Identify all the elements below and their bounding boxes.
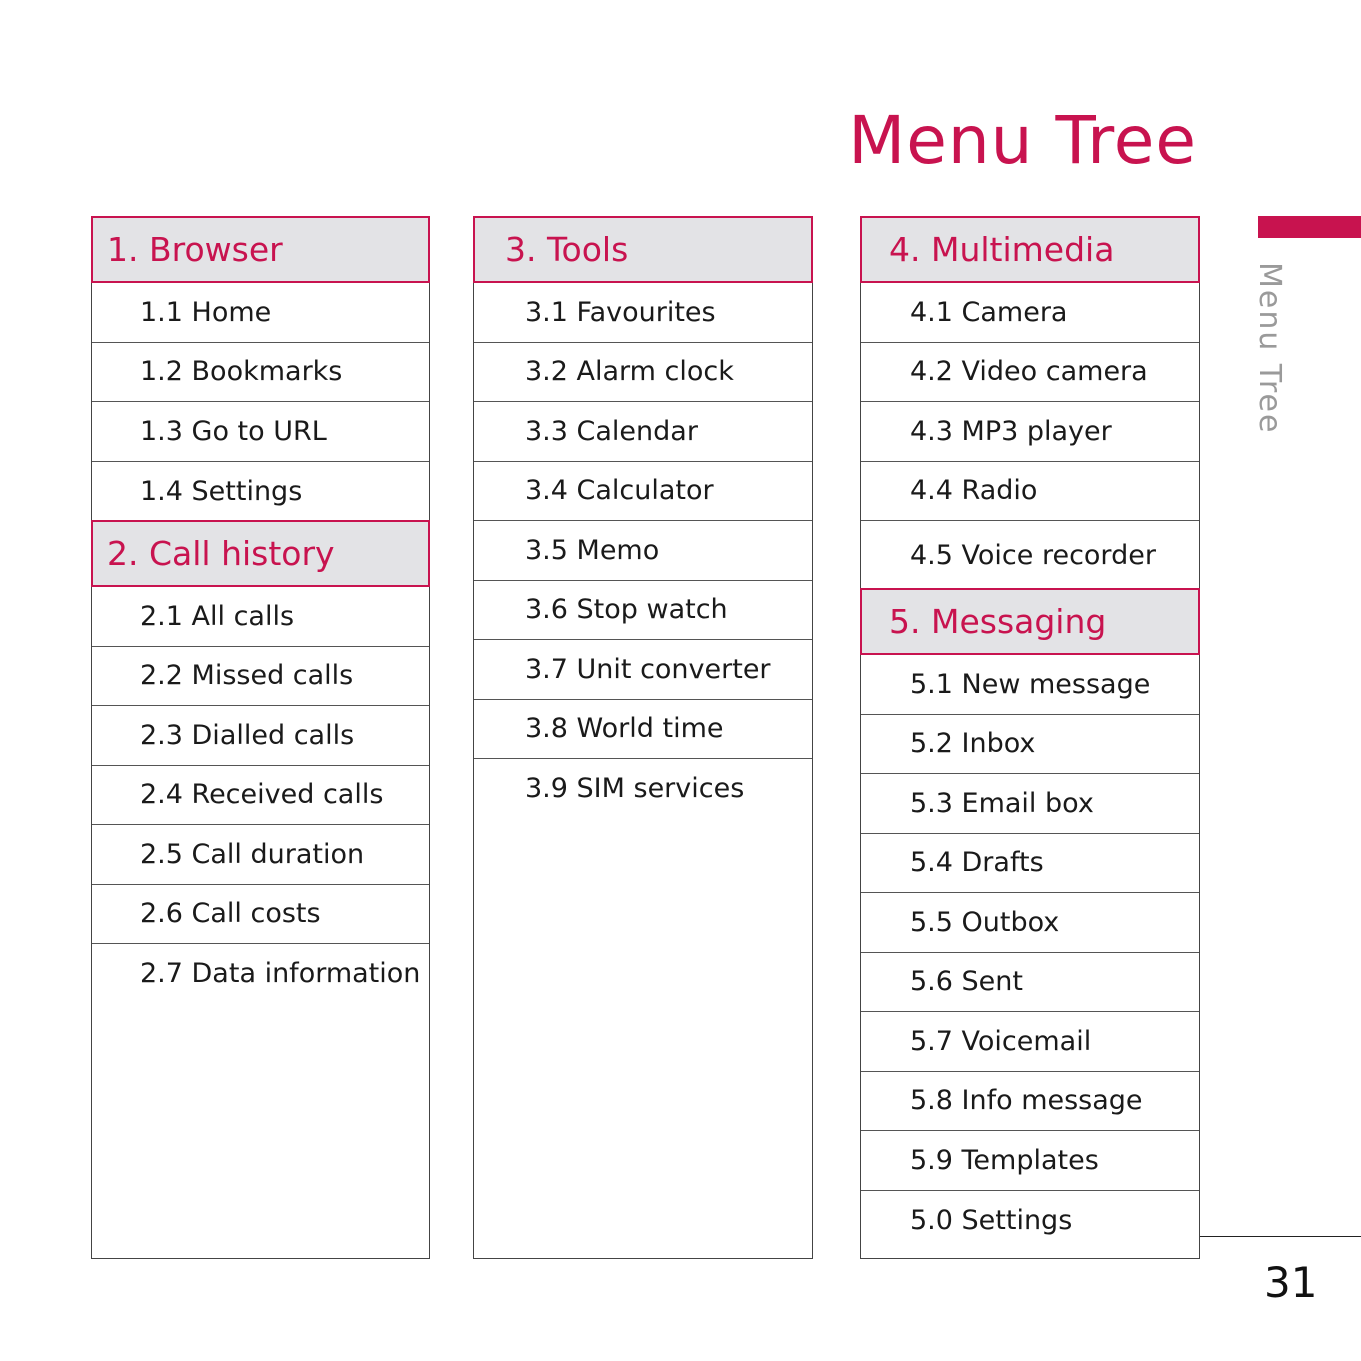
menu-item: 4.5 Voice recorder <box>910 539 1156 571</box>
section-heading: 4. Multimedia <box>889 230 1115 269</box>
menu-item: 2.5 Call duration <box>92 825 429 885</box>
section-heading: 1. Browser <box>107 230 283 269</box>
menu-item: 5.5 Outbox <box>861 893 1199 953</box>
menu-item: 5.0 Settings <box>910 1204 1073 1236</box>
section-header-messaging <box>860 588 1200 655</box>
menu-item: 2.2 Missed calls <box>92 647 429 707</box>
menu-item: 5.3 Email box <box>861 774 1199 834</box>
menu-item: 4.2 Video camera <box>861 343 1199 403</box>
menu-item: 3.2 Alarm clock <box>474 343 812 403</box>
menu-item: 5.7 Voicemail <box>861 1012 1199 1072</box>
section-header-tools <box>473 216 813 283</box>
menu-item: 5.2 Inbox <box>861 715 1199 775</box>
menu-item: 1.1 Home <box>92 283 429 343</box>
menu-item: 2.3 Dialled calls <box>92 706 429 766</box>
section-heading: 5. Messaging <box>889 602 1107 641</box>
menu-item: 3.1 Favourites <box>474 283 812 343</box>
menu-item: 1.4 Settings <box>140 475 303 507</box>
column-multimedia-messaging <box>860 216 1200 1259</box>
menu-item: 2.4 Received calls <box>92 766 429 826</box>
page-number: 31 <box>1264 1258 1318 1307</box>
page-number-rule <box>1200 1236 1361 1237</box>
page-title: Menu Tree <box>848 102 1197 180</box>
menu-item: 5.1 New message <box>861 655 1199 715</box>
menu-item: 3.3 Calendar <box>474 402 812 462</box>
menu-item: 3.6 Stop watch <box>474 581 812 641</box>
section-header-browser <box>91 216 430 283</box>
menu-item: 4.3 MP3 player <box>861 402 1199 462</box>
menu-item: 1.3 Go to URL <box>92 402 429 462</box>
menu-item: 3.8 World time <box>474 700 812 760</box>
section-heading: 3. Tools <box>505 230 629 269</box>
menu-item: 2.1 All calls <box>92 587 429 647</box>
side-tab-label: Menu Tree <box>1252 262 1287 435</box>
side-tab-bar <box>1258 216 1361 238</box>
menu-item: 4.4 Radio <box>861 462 1199 522</box>
menu-item: 3.9 SIM services <box>525 773 745 805</box>
menu-item: 1.2 Bookmarks <box>92 343 429 403</box>
column-browser-call-history <box>91 216 430 1259</box>
menu-item: 3.5 Memo <box>474 521 812 581</box>
section-header-multimedia <box>860 216 1200 283</box>
menu-item: 5.4 Drafts <box>861 834 1199 894</box>
menu-item: 4.1 Camera <box>861 283 1199 343</box>
section-heading: 2. Call history <box>107 534 335 573</box>
menu-item: 5.6 Sent <box>861 953 1199 1013</box>
menu-item: 2.7 Data information <box>140 958 421 990</box>
menu-item: 3.7 Unit converter <box>474 640 812 700</box>
section-header-call-history <box>91 520 430 587</box>
column-tools <box>473 216 813 1259</box>
menu-item: 5.8 Info message <box>861 1072 1199 1132</box>
menu-item: 2.6 Call costs <box>92 885 429 945</box>
menu-item: 5.9 Templates <box>861 1131 1199 1191</box>
menu-item: 3.4 Calculator <box>474 462 812 522</box>
